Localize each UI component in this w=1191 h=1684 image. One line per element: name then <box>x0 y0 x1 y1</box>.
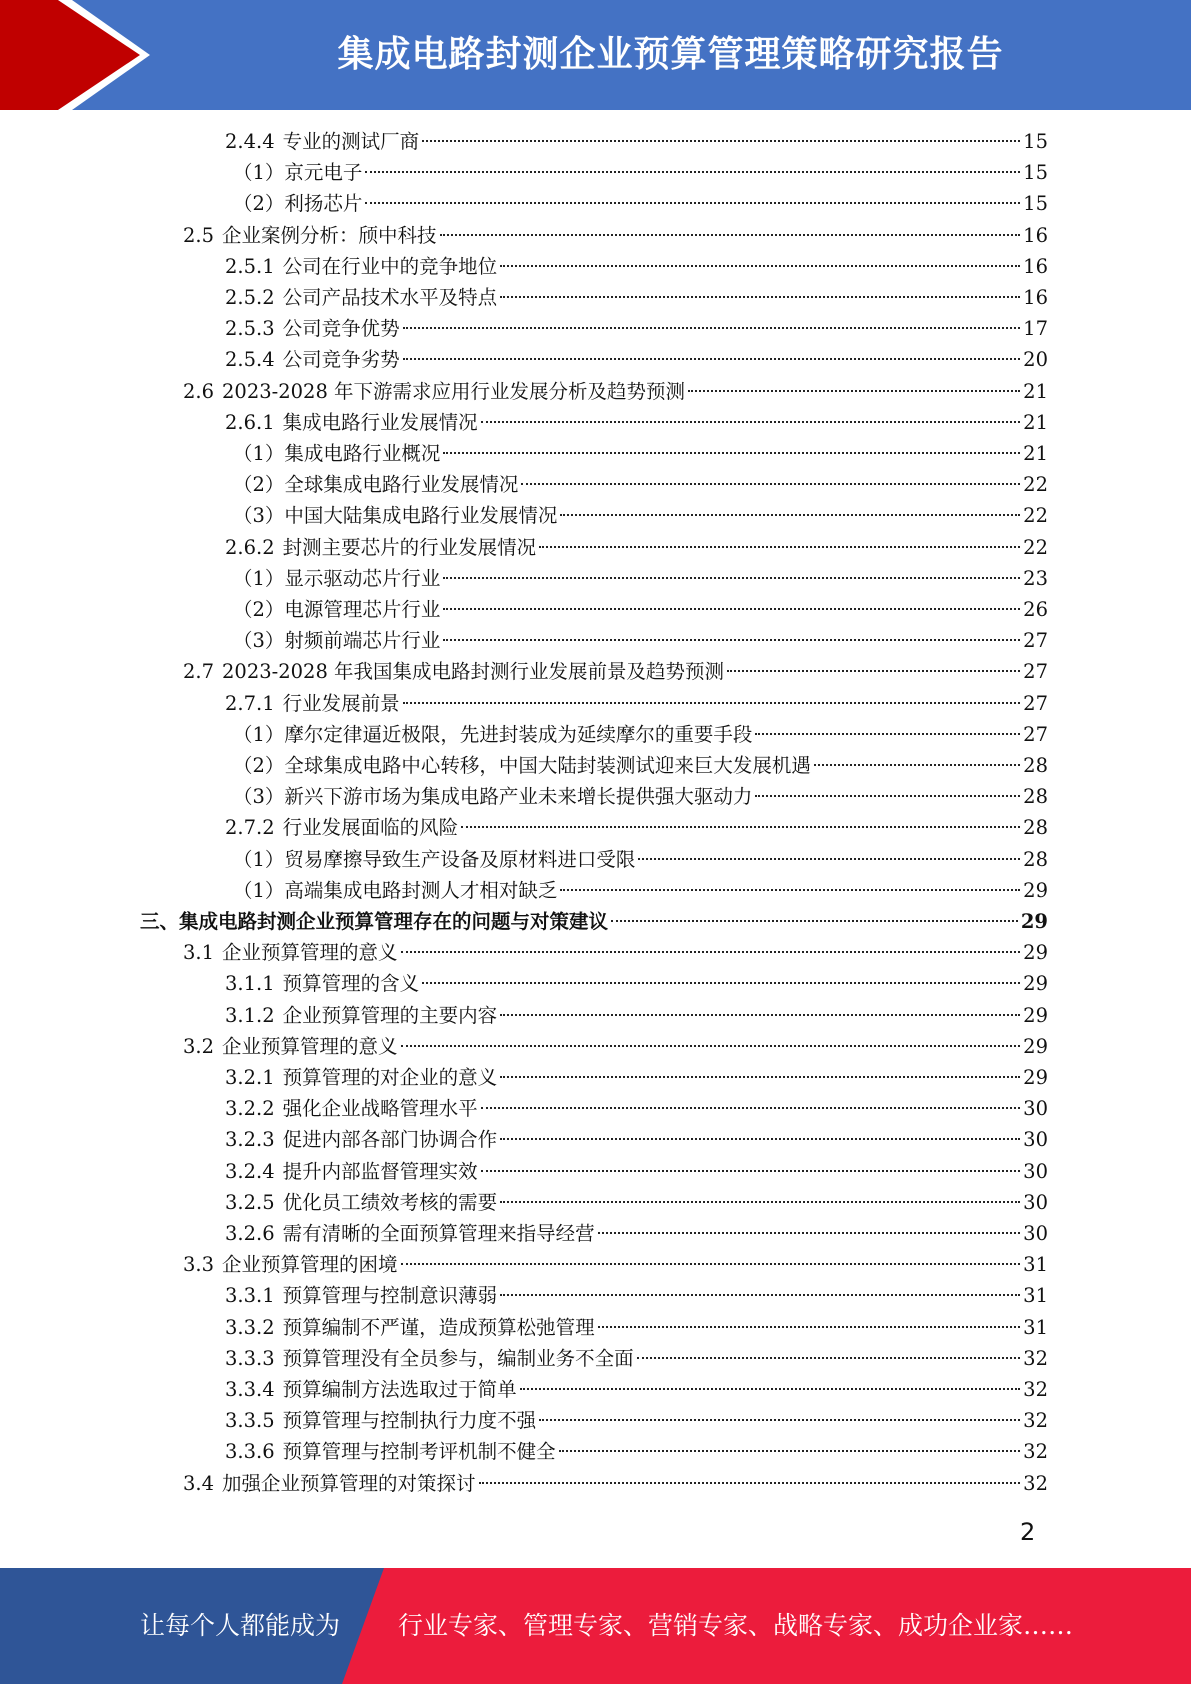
toc-dot-leader <box>521 483 1020 485</box>
toc-entry-title: 2023-2028 年我国集成电路封测行业发展前景及趋势预测 <box>222 660 725 684</box>
toc-entry-page: 32 <box>1023 1346 1048 1370</box>
toc-dot-leader <box>500 265 1020 267</box>
toc-dot-leader <box>560 514 1020 516</box>
toc-entry-number: 3.2.2 <box>225 1097 275 1121</box>
toc-entry-title: （1）摩尔定律逼近极限，先进封装成为延续摩尔的重要手段 <box>233 722 753 746</box>
toc-entry-number: 2.6 <box>183 379 215 403</box>
toc-entry[interactable] <box>225 1062 1048 1093</box>
toc-entry-page: 21 <box>1023 410 1048 434</box>
toc-dot-leader <box>443 452 1020 454</box>
toc-entry-title: 公司产品技术水平及特点 <box>282 286 498 309</box>
toc-entry-title: 预算管理与控制意识薄弱 <box>282 1284 498 1308</box>
toc-dot-leader <box>481 1107 1021 1109</box>
toc-entry-number: 3.2.1 <box>225 1066 275 1089</box>
toc-entry-page: 30 <box>1023 1190 1048 1214</box>
toc-dot-leader <box>500 1014 1020 1016</box>
toc-dot-leader <box>638 858 1020 860</box>
toc-entry[interactable] <box>183 937 1048 968</box>
toc-entry[interactable] <box>183 1468 1048 1499</box>
toc-dot-leader <box>422 140 1020 142</box>
toc-entry-number: 2.6.1 <box>225 410 275 434</box>
footer-banner <box>0 1568 1191 1684</box>
toc-entry[interactable] <box>225 1124 1048 1155</box>
toc-entry-number: 3.1.1 <box>225 972 275 996</box>
toc-entry[interactable] <box>233 875 1048 906</box>
toc-entry[interactable] <box>233 469 1048 500</box>
toc-entry[interactable] <box>233 188 1048 219</box>
toc-entry[interactable] <box>225 1405 1048 1436</box>
toc-entry-number: 3.3.2 <box>225 1315 275 1339</box>
toc-entry-title: 优化员工绩效考核的需要 <box>282 1190 498 1214</box>
toc-entry-page: 29 <box>1023 1034 1048 1058</box>
toc-entry-title: 需有清晰的全面预算管理来指导经营 <box>282 1222 595 1245</box>
toc-entry-page: 22 <box>1023 504 1048 528</box>
toc-dot-leader <box>440 234 1021 236</box>
toc-entry-title: 强化企业战略管理水平 <box>282 1097 478 1121</box>
toc-entry-title: 企业预算管理的意义 <box>222 941 398 965</box>
toc-dot-leader <box>560 889 1020 891</box>
toc-entry[interactable] <box>233 563 1048 594</box>
toc-entry-number: 3.2.3 <box>225 1128 275 1152</box>
toc-entry-title: 预算管理没有全员参与，编制业务不全面 <box>282 1346 634 1370</box>
toc-entry-page: 27 <box>1023 722 1048 746</box>
toc-dot-leader <box>755 795 1020 797</box>
toc-entry-title: 加强企业预算管理的对策探讨 <box>222 1471 476 1495</box>
toc-entry-page: 15 <box>1023 130 1048 153</box>
toc-entry[interactable] <box>225 1187 1048 1218</box>
toc-entry-title: 预算编制方法选取过于简单 <box>282 1378 517 1401</box>
toc-entry-number: 2.4.4 <box>225 130 275 153</box>
toc-entry-title: 预算管理与控制考评机制不健全 <box>282 1440 556 1464</box>
toc-dot-leader <box>500 1076 1020 1078</box>
toc-entry[interactable] <box>225 126 1048 157</box>
toc-entry-number: 3.2 <box>183 1034 215 1058</box>
toc-entry-page: 29 <box>1023 941 1048 965</box>
toc-entry-number: 2.6.2 <box>225 535 275 559</box>
toc-entry-title: 公司竞争优势 <box>282 317 400 341</box>
toc-entry-page: 23 <box>1023 566 1048 590</box>
toc-entry[interactable] <box>225 1312 1048 1343</box>
toc-dot-leader <box>401 1045 1021 1047</box>
toc-entry[interactable] <box>225 1156 1048 1187</box>
toc-entry-title: 行业发展前景 <box>282 691 400 715</box>
toc-entry[interactable] <box>233 844 1048 875</box>
toc-entry[interactable] <box>233 500 1048 531</box>
toc-entry-title: （1）显示驱动芯片行业 <box>233 566 441 590</box>
toc-entry-page: 30 <box>1023 1097 1048 1121</box>
toc-entry-page: 27 <box>1023 629 1048 653</box>
toc-entry[interactable] <box>225 1218 1048 1249</box>
toc-entry-number: 3.2.5 <box>225 1190 275 1214</box>
toc-entry[interactable] <box>233 750 1048 781</box>
toc-entry-page: 16 <box>1023 286 1048 309</box>
toc-entry-title: 企业预算管理的困境 <box>222 1253 398 1277</box>
toc-dot-leader <box>539 1419 1020 1421</box>
toc-entry-page: 28 <box>1023 785 1048 809</box>
toc-dot-leader <box>443 577 1020 579</box>
toc-entry-page: 28 <box>1023 816 1048 840</box>
toc-entry-title: （2）全球集成电路行业发展情况 <box>233 473 519 497</box>
toc-entry-title: 提升内部监督管理实效 <box>282 1159 478 1183</box>
toc-entry-title: （3）中国大陆集成电路行业发展情况 <box>233 504 558 528</box>
toc-dot-leader <box>559 1450 1021 1452</box>
toc-entry[interactable] <box>183 656 1048 687</box>
toc-dot-leader <box>500 1201 1020 1203</box>
toc-dot-leader <box>401 1263 1021 1265</box>
toc-entry-page: 16 <box>1023 223 1048 247</box>
toc-entry-title: 三、集成电路封测企业预算管理存在的问题与对策建议 <box>140 910 609 933</box>
page-number: 2 <box>1020 1518 1036 1546</box>
footer-slogan-right: 行业专家、管理专家、营销专家、战略专家、成功企业家…… <box>398 1611 1074 1640</box>
toc-entry[interactable] <box>233 157 1048 188</box>
toc-dot-leader <box>727 670 1020 672</box>
toc-entry[interactable] <box>233 594 1048 625</box>
red-chevron-icon <box>0 0 160 110</box>
toc-entry-page: 29 <box>1023 878 1048 902</box>
toc-entry-number: 3.3.3 <box>225 1346 275 1370</box>
toc-dot-leader <box>403 702 1021 704</box>
toc-entry-page: 17 <box>1023 317 1048 341</box>
toc-entry-number: 3.4 <box>183 1471 215 1495</box>
toc-entry-page: 30 <box>1023 1128 1048 1152</box>
toc-entry-page: 22 <box>1023 535 1048 559</box>
toc-entry-title: 行业发展面临的风险 <box>282 816 459 840</box>
toc-entry[interactable] <box>225 1343 1048 1374</box>
toc-entry-title: 企业预算管理的意义 <box>222 1034 398 1058</box>
toc-entry-page: 27 <box>1023 660 1048 684</box>
toc-entry-title: （3）新兴下游市场为集成电路产业未来增长提供强大驱动力 <box>233 785 753 809</box>
toc-entry-page: 30 <box>1023 1159 1048 1183</box>
toc-entry-title: 公司在行业中的竞争地位 <box>282 254 498 278</box>
report-header <box>0 0 1191 110</box>
toc-dot-leader <box>814 764 1020 766</box>
toc-dot-leader <box>365 202 1020 204</box>
toc-dot-leader <box>481 1170 1021 1172</box>
toc-entry[interactable] <box>225 812 1048 843</box>
toc-entry-title: （1）贸易摩擦导致生产设备及原材料进口受限 <box>233 847 636 871</box>
toc-dot-leader <box>365 171 1020 173</box>
toc-entry[interactable] <box>183 1249 1048 1280</box>
toc-dot-leader <box>611 920 1018 922</box>
toc-entry-page: 21 <box>1023 442 1048 465</box>
toc-entry-number: 2.7 <box>183 660 215 684</box>
toc-entry[interactable] <box>225 1436 1048 1467</box>
toc-entry[interactable] <box>183 220 1048 251</box>
toc-entry-page: 20 <box>1023 348 1048 372</box>
toc-entry-page: 29 <box>1023 1066 1048 1089</box>
toc-entry-title: （2）全球集成电路中心转移，中国大陆封装测试迎来巨大发展机遇 <box>233 754 811 777</box>
toc-entry[interactable] <box>225 688 1048 719</box>
toc-entry-number: 3.2.6 <box>225 1222 275 1245</box>
toc-entry[interactable] <box>225 407 1048 438</box>
toc-entry[interactable] <box>233 719 1048 750</box>
toc-entry-number: 3.3 <box>183 1253 215 1277</box>
toc-entry-page: 29 <box>1023 1003 1048 1027</box>
toc-entry-page: 28 <box>1023 847 1048 871</box>
toc-dot-leader <box>401 951 1021 953</box>
toc-entry[interactable] <box>225 282 1048 313</box>
toc-entry[interactable] <box>225 1093 1048 1124</box>
toc-dot-leader <box>403 327 1021 329</box>
toc-entry[interactable] <box>225 968 1048 999</box>
toc-entry-page: 32 <box>1023 1378 1048 1401</box>
toc-entry[interactable] <box>225 251 1048 282</box>
toc-entry-title: 公司竞争劣势 <box>282 348 400 372</box>
toc-dot-leader <box>479 1482 1021 1484</box>
toc-dot-leader <box>422 982 1020 984</box>
toc-entry[interactable] <box>225 1280 1048 1311</box>
toc-entry-page: 22 <box>1023 473 1048 497</box>
footer-slogan-left: 让每个人都能成为 <box>140 1611 341 1640</box>
toc-entry-title: 预算管理的含义 <box>282 972 420 996</box>
toc-entry-number: 3.3.1 <box>225 1284 275 1308</box>
toc-entry-title: （2）电源管理芯片行业 <box>233 598 441 621</box>
toc-entry-title: 2023-2028 年下游需求应用行业发展分析及趋势预测 <box>222 379 686 403</box>
toc-dot-leader <box>443 639 1020 641</box>
toc-entry-page: 27 <box>1023 691 1048 715</box>
toc-entry-number: 2.7.1 <box>225 691 275 715</box>
toc-entry[interactable] <box>233 781 1048 812</box>
toc-entry-page: 31 <box>1023 1253 1048 1277</box>
toc-dot-leader <box>443 608 1020 610</box>
toc-entry-title: （3）射频前端芯片行业 <box>233 629 441 653</box>
toc-entry[interactable] <box>225 532 1048 563</box>
toc-entry-number: 2.5.1 <box>225 254 275 278</box>
toc-entry-number: 3.3.4 <box>225 1378 275 1401</box>
toc-entry[interactable] <box>183 376 1048 407</box>
toc-entry-number: 2.5 <box>183 223 215 247</box>
toc-entry-title: 企业预算管理的主要内容 <box>282 1003 498 1027</box>
toc-dot-leader <box>520 1388 1021 1390</box>
toc-entry-number: 2.7.2 <box>225 816 275 840</box>
toc-entry-page: 15 <box>1023 161 1048 185</box>
toc-entry-number: 3.1 <box>183 941 215 965</box>
toc-dot-leader <box>500 1138 1020 1140</box>
toc-entry-title: 专业的测试厂商 <box>282 130 420 153</box>
toc-entry-number: 3.1.2 <box>225 1003 275 1027</box>
toc-entry-page: 29 <box>1023 972 1048 996</box>
toc-entry-title: 封测主要芯片的行业发展情况 <box>282 535 537 559</box>
toc-dot-leader <box>598 1232 1021 1234</box>
toc-entry-page: 28 <box>1023 754 1048 777</box>
toc-entry-page: 31 <box>1023 1284 1048 1308</box>
toc-entry-title: 集成电路行业发展情况 <box>282 410 478 434</box>
report-title: 集成电路封测企业预算管理策略研究报告 <box>337 34 1004 75</box>
toc-entry-number: 3.2.4 <box>225 1159 275 1183</box>
toc-entry-title: 预算管理与控制执行力度不强 <box>282 1409 537 1433</box>
toc-entry[interactable] <box>225 344 1048 375</box>
toc-entry-title: 促进内部各部门协调合作 <box>282 1128 498 1152</box>
toc-entry-page: 32 <box>1023 1409 1048 1433</box>
toc-entry-title: 预算管理的对企业的意义 <box>282 1066 498 1089</box>
toc-entry-page: 31 <box>1023 1315 1048 1339</box>
toc-entry[interactable] <box>233 625 1048 656</box>
toc-entry-page: 29 <box>1020 910 1048 933</box>
toc-entry-title: 预算编制不严谨，造成预算松弛管理 <box>282 1315 595 1339</box>
toc-entry[interactable] <box>233 438 1048 469</box>
toc-entry-page: 30 <box>1023 1222 1048 1245</box>
toc-entry-title: （1）京元电子 <box>233 161 363 185</box>
toc-entry-page: 21 <box>1023 379 1048 403</box>
toc-entry-title: （1）集成电路行业概况 <box>233 442 441 465</box>
toc-entry-number: 3.3.6 <box>225 1440 275 1464</box>
toc-entry[interactable] <box>225 313 1048 344</box>
toc-entry-page: 32 <box>1023 1440 1048 1464</box>
toc-dot-leader <box>500 1294 1020 1296</box>
toc-entry-number: 2.5.3 <box>225 317 275 341</box>
toc-dot-leader <box>481 421 1021 423</box>
toc-entry-page: 16 <box>1023 254 1048 278</box>
toc-entry[interactable] <box>225 1000 1048 1031</box>
toc-dot-leader <box>598 1326 1021 1328</box>
toc-entry[interactable] <box>140 906 1048 937</box>
toc-entry-page: 26 <box>1023 598 1048 621</box>
toc-entry-title: （2）利扬芯片 <box>233 192 363 216</box>
toc-dot-leader <box>403 358 1021 360</box>
toc-entry-title: 企业案例分析：颀中科技 <box>222 223 437 247</box>
toc-dot-leader <box>637 1357 1021 1359</box>
toc-entry-number: 2.5.2 <box>225 286 275 309</box>
toc-dot-leader <box>688 390 1020 392</box>
toc-entry-page: 15 <box>1023 192 1048 216</box>
toc-entry-page: 32 <box>1023 1471 1048 1495</box>
toc-dot-leader <box>461 826 1020 828</box>
toc-dot-leader <box>755 733 1020 735</box>
toc-entry-title: （1）高端集成电路封测人才相对缺乏 <box>233 878 558 902</box>
toc-dot-leader <box>500 296 1020 298</box>
toc-entry[interactable] <box>183 1031 1048 1062</box>
toc-dot-leader <box>539 546 1020 548</box>
toc-entry-number: 3.3.5 <box>225 1409 275 1433</box>
toc-entry[interactable] <box>225 1374 1048 1405</box>
toc-entry-number: 2.5.4 <box>225 348 275 372</box>
